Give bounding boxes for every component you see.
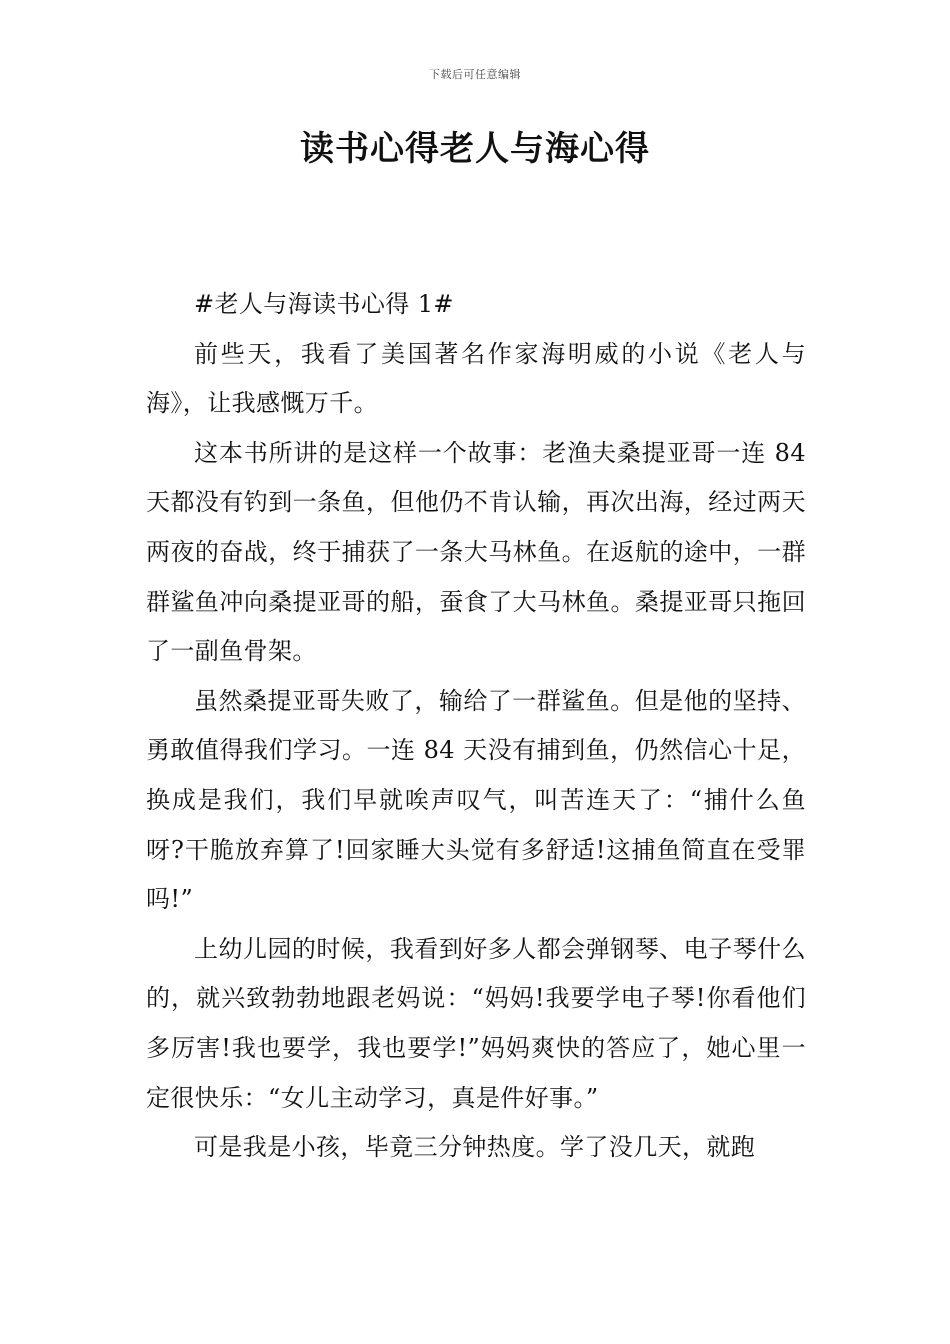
header-note: 下载后可任意编辑 xyxy=(429,68,521,81)
paragraph-2: 这本书所讲的是这样一个故事：老渔夫桑提亚哥一连 84 天都没有钓到一条鱼，但他仍不肯认输，再次出海，经过两天两夜的奋战，终于捕获了一条大马林鱼。在返航的途中，一群群鲨鱼冲向桑提亚哥的船，蚕食了大马林鱼。桑提亚哥只拖回了一副鱼骨架。 xyxy=(146,438,806,666)
document-title: 读书心得老人与海心得 xyxy=(300,129,650,169)
paragraph-4: 上幼儿园的时候，我看到好多人都会弹钢琴、电子琴什么的，就兴致勃勃地跟老妈说：“妈妈!我要学电子琴!你看他们多厉害!我也要学，我也要学!”妈妈爽快的答应了，她心里一定很快乐：“女儿主动学习，真是件好事。” xyxy=(146,934,806,1112)
paragraph-3: 虽然桑提亚哥失败了，输给了一群鲨鱼。但是他的坚持、勇敢值得我们学习。一连 84 天没有捕到鱼，仍然信心十足，换成是我们，我们早就唉声叹气，叫苦连天了：“捕什么鱼呀?干脆放弃算了!回家睡大头觉有多舒适!这捕鱼简直在受罪吗!” xyxy=(146,686,806,914)
paragraph-5: 可是我是小孩，毕竟三分钟热度。学了没几天，就跑 xyxy=(194,1133,756,1162)
document-body xyxy=(146,280,806,1173)
section-heading: #老人与海读书心得 1# xyxy=(194,290,454,318)
paragraph-1: 前些天，我看了美国著名作家海明威的小说《老人与海》，让我感慨万千。 xyxy=(146,339,806,418)
